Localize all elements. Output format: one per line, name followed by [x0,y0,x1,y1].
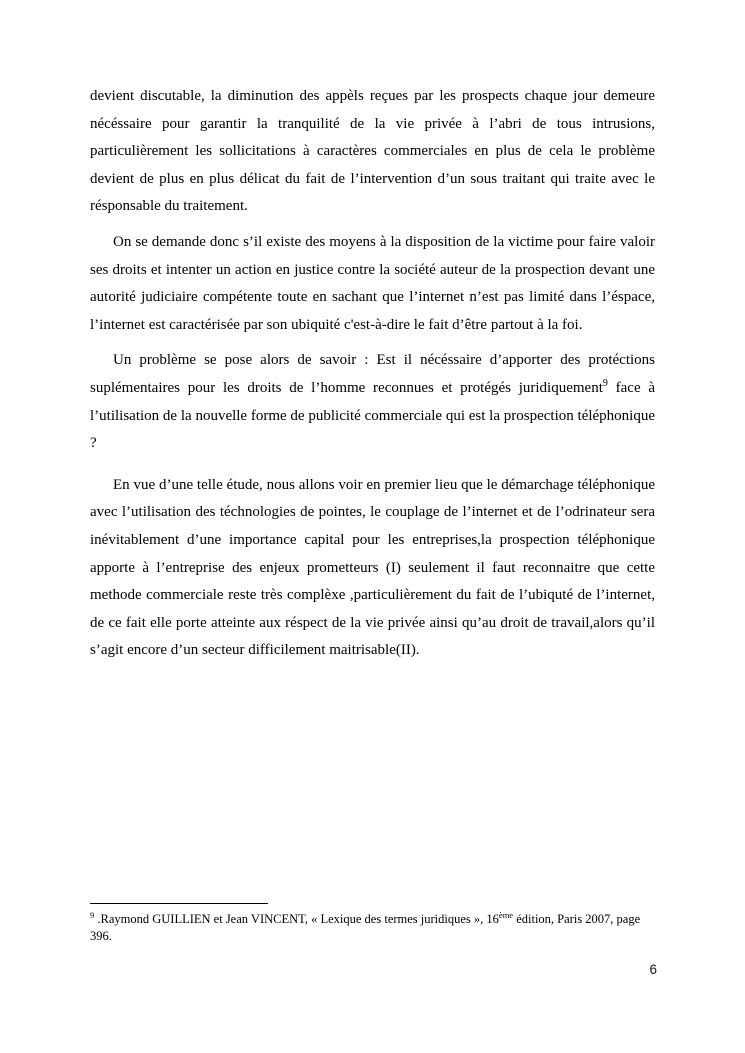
document-body [90,83,655,673]
footnote-text-part: .Raymond GUILLIEN et Jean VINCENT, « Lexique des termes juridiques », 16 [94,912,499,926]
paragraph-3 [90,347,655,457]
paragraph-2: On se demande donc s’il existe des moyens à la disposition de la victime pour faire valoir ses droits et intenter un action en justice contre la société auteur de la prospection devant une autorité judiciaire compétente toute en sachant que l’internet n’est pas limité dans l’éspace, l’internet est caractérisée par son ubiquité c'est-à-dire le fait d’être partout à la foi. [90,233,655,333]
footnote-area [90,903,655,944]
paragraph-1: devient discutable, la diminution des appèls reçues par les prospects chaque jour demeure nécéssaire pour garantir la tranquilité de la vie privée à l’abri de tous intrusions, particulièrement les sollicitations à caractères commerciales en plus de cela le problème devient de plus en plus délicat du fait de l’intervention d’un sous traitant qui traite avec le résponsable du traitement. [90,88,655,215]
page-number: 6 [649,962,657,977]
footnote-text-part: édition, Paris 2007, page 396. [90,912,641,943]
paragraph-4: En vue d’une telle étude, nous allons voir en premier lieu que le démarchage téléphonique avec l’utilisation des téchnologies de pointes, le couplage de l’internet et de l’odrinateur sera inévitablement d’une importance capital pour les entreprises,la prospection téléphonique apporte à l’entreprise des enjeux prometteurs (I) seulement il faut reconnaitre que cette methode commerciale reste très complèxe ,particulièrement du fait de l’ubiquté de l’internet, de ce fait elle porte atteinte aux réspect de la vie privée ainsi qu’au droit de travail,alors qu’il s’agit encore d’un secteur difficilement maitrisable(II). [90,476,655,659]
footnote-marker: 9 [90,909,95,920]
footnote-separator-rule [90,903,268,904]
paragraph-text: Un problème se pose alors de savoir : Est il nécéssaire d’apporter des protéctions suplémentaires pour les droits de l’homme reconnues et protégés juridiquement [90,352,655,396]
footnote-ordinal-suffix: ème [498,909,514,920]
paragraph-text: face à l’utilisation de la nouvelle forme de publicité commerciale qui est la prospection téléphonique ? [90,379,655,452]
footnote [90,911,655,944]
footnote-reference-9: 9 [602,377,608,389]
